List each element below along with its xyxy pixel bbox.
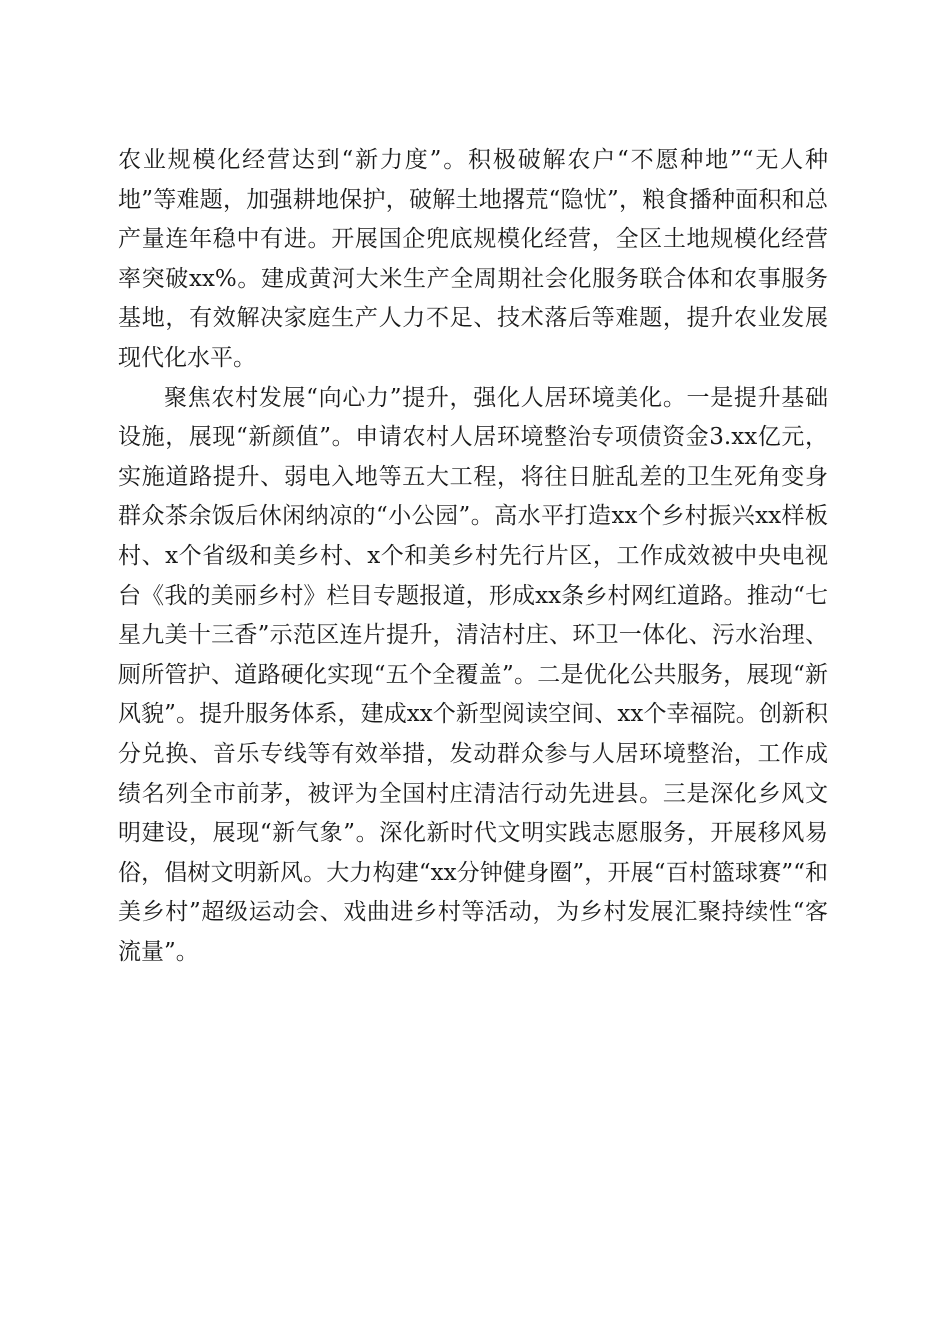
paragraph-living-environment: 聚焦农村发展“向心力”提升，强化人居环境美化。一是提升基础设施，展现“新颜值”。申请农村人居环境整治专项债资金3.xx亿元，实施道路提升、弱电入地等五大工程，将往日脏乱差的卫生死角变身群众茶余饭后休闲纳凉的“小公园”。高水平打造xx个乡村振兴xx样板村、x个省级和美乡村、x个和美乡村先行片区，工作成效被中央电视台《我的美丽乡村》栏目专题报道，形成xx条乡村网红道路。推动“七星九美十三香”示范区连片提升，清洁村庄、环卫一体化、污水治理、厕所管护、道路硬化实现“五个全覆盖”。二是优化公共服务，展现“新风貌”。提升服务体系，建成xx个新型阅读空间、xx个幸福院。创新积分兑换、音乐专线等有效举措，发动群众参与人居环境整治，工作成绩名列全市前茅，被评为全国村庄清洁行动先进县。三是深化乡风文明建设，展现“新气象”。深化新时代文明实践志愿服务，开展移风易俗，倡树文明新风。大力构建“xx分钟健身圈”，开展“百村篮球赛”“和美乡村”超级运动会、戏曲进乡村等活动，为乡村发展汇聚持续性“客流量”。 [118,384,828,965]
document-body [118,141,828,972]
paragraph-scale-operation: 农业规模化经营达到“新力度”。积极破解农户“不愿种地”“无人种地”等难题，加强耕地保护，破解土地撂荒“隐忧”，粮食播种面积和总产量连年稳中有进。开展国企兜底规模化经营，全区土地规模化经营率突破xx%。建成黄河大米生产全周期社会化服务联合体和农事服务基地，有效解决家庭生产人力不足、技术落后等难题，提升农业发展现代化水平。 [118,147,828,371]
